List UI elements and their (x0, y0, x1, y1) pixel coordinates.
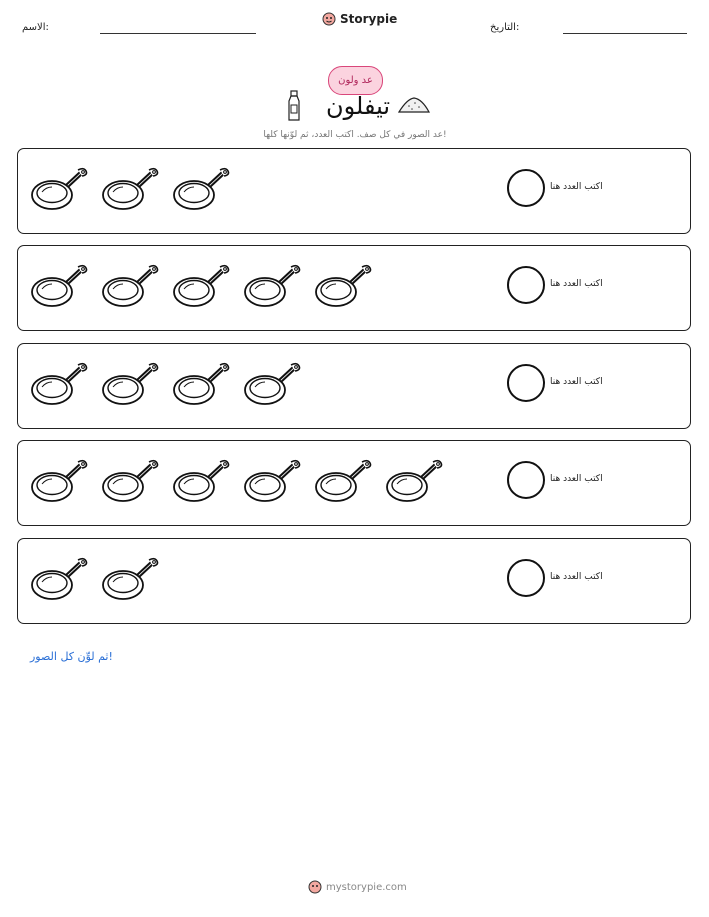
answer-circle[interactable] (507, 169, 545, 207)
frying-pan-icon (101, 163, 161, 215)
answer-circle[interactable] (507, 461, 545, 499)
frying-pan-icon (172, 455, 232, 507)
brand-logo (322, 12, 397, 26)
frying-pan-icon (172, 260, 232, 312)
answer-circle[interactable] (507, 266, 545, 304)
footer (308, 880, 407, 894)
frying-pan-icon (314, 455, 374, 507)
frying-pan-icon (243, 358, 303, 410)
answer-circle[interactable] (507, 364, 545, 402)
answer-label: اكتب العدد هنا (550, 572, 603, 582)
count-row (17, 538, 691, 624)
name-label: الاسم: (22, 22, 49, 33)
answer-label: اكتب العدد هنا (550, 377, 603, 387)
storypie-mascot-icon (322, 12, 336, 26)
milk-bottle-icon (286, 90, 302, 122)
count-row (17, 245, 691, 331)
frying-pan-icon (101, 260, 161, 312)
brand-name: Storypie (340, 12, 398, 26)
date-label: التاريخ: (490, 22, 520, 33)
frying-pan-icon (30, 553, 90, 605)
frying-pan-icon (243, 260, 303, 312)
answer-circle[interactable] (507, 559, 545, 597)
footer-site: mystorypie.com (326, 881, 407, 893)
instructions: عد الصور في كل صف. اكتب العدد، ثم لوّنها كلها! (263, 130, 447, 140)
count-row (17, 440, 691, 526)
frying-pan-icon (243, 455, 303, 507)
frying-pan-icon (30, 163, 90, 215)
frying-pan-icon (172, 358, 232, 410)
frying-pan-icon (314, 260, 374, 312)
date-field-line[interactable] (563, 33, 687, 34)
count-row (17, 148, 691, 234)
answer-label: اكتب العدد هنا (550, 182, 603, 192)
frying-pan-icon (30, 358, 90, 410)
coloring-note: ثم لوِّن كل الصور! (30, 650, 113, 663)
powder-pile-icon (397, 95, 431, 115)
answer-label: اكتب العدد هنا (550, 474, 603, 484)
answer-label: اكتب العدد هنا (550, 279, 603, 289)
page-title: تيفلون (326, 92, 391, 120)
count-row (17, 343, 691, 429)
frying-pan-icon (385, 455, 445, 507)
frying-pan-icon (30, 260, 90, 312)
frying-pan-icon (101, 455, 161, 507)
frying-pan-icon (101, 358, 161, 410)
frying-pan-icon (172, 163, 232, 215)
activity-badge: عد ولون (328, 66, 383, 95)
frying-pan-icon (30, 455, 90, 507)
frying-pan-icon (101, 553, 161, 605)
name-field-line[interactable] (100, 33, 256, 34)
storypie-mascot-icon (308, 880, 322, 894)
